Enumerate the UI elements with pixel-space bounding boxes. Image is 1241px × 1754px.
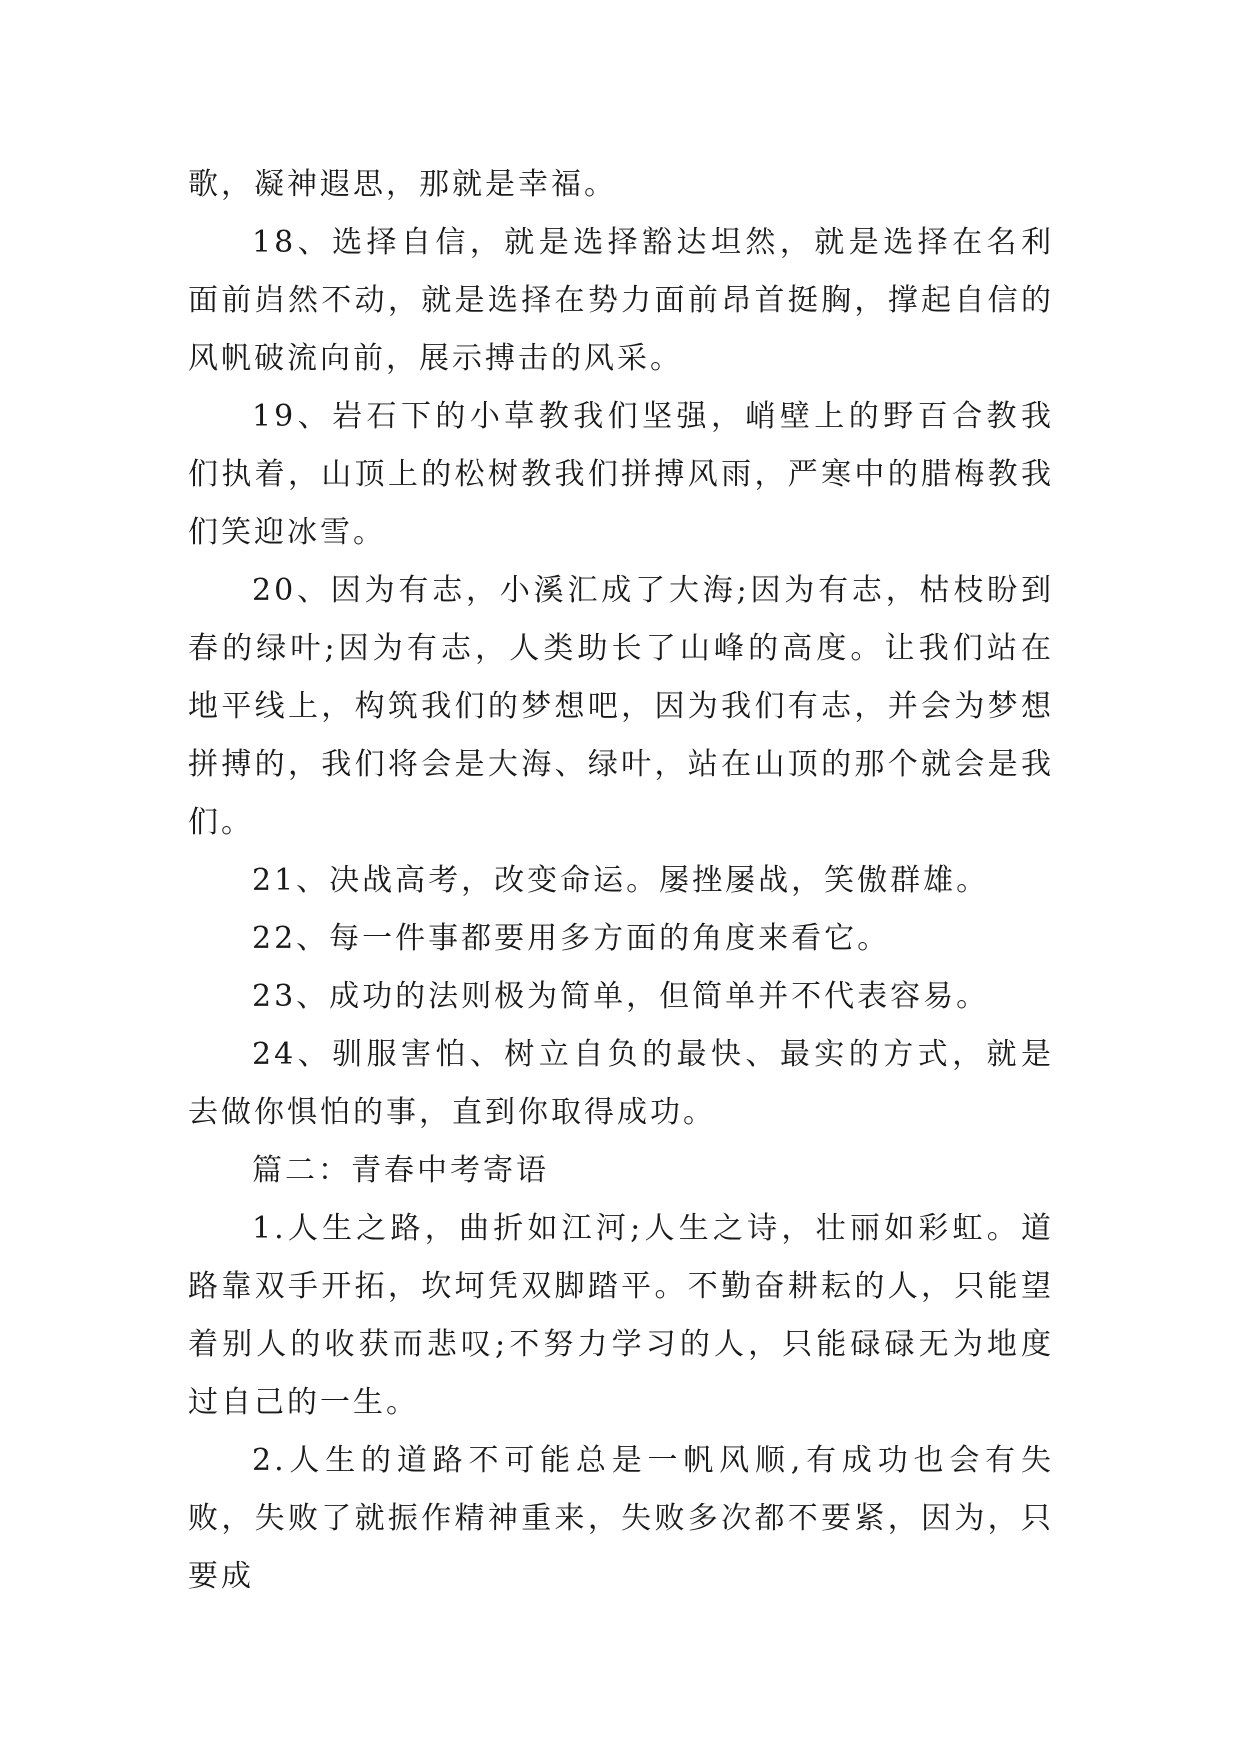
document-body (188, 156, 1054, 1606)
paragraph-section-item-2: 2.人生的道路不可能总是一帆风顺,有成功也会有失败，失败了就振作精神重来，失败多次都不要紧，因为，只要成 (188, 1443, 1054, 1594)
paragraph-item-18: 18、选择自信，就是选择豁达坦然，就是选择在名利面前岿然不动，就是选择在势力面前昂首挺胸，撑起自信的风帆破流向前，展示搏击的风采。 (188, 225, 1054, 376)
paragraph-item-24: 24、驯服害怕、树立自负的最快、最实的方式，就是去做你惧怕的事，直到你取得成功。 (188, 1037, 1054, 1130)
paragraph-item-20: 20、因为有志，小溪汇成了大海;因为有志，枯枝盼到春的绿叶;因为有志，人类助长了山峰的高度。让我们站在地平线上，构筑我们的梦想吧，因为我们有志，并会为梦想拼搏的，我们将会是大海、绿叶，站在山顶的那个就会是我们。 (188, 573, 1054, 840)
paragraph-item-22: 22、每一件事都要用多方面的角度来看它。 (252, 921, 891, 956)
paragraph-section-item-1: 1.人生之路，曲折如江河;人生之诗，壮丽如彩虹。道路靠双手开拓，坎坷凭双脚踏平。不勤奋耕耘的人，只能望着别人的收获而悲叹;不努力学习的人，只能碌碌无为地度过自己的一生。 (188, 1211, 1054, 1420)
paragraph-item-23: 23、成功的法则极为简单，但简单并不代表容易。 (252, 979, 990, 1014)
paragraph-item-19: 19、岩石下的小草教我们坚强，峭壁上的野百合教我们执着，山顶上的松树教我们拼搏风雨，严寒中的腊梅教我们笑迎冰雪。 (188, 399, 1054, 550)
section-heading: 篇二：青春中考寄语 (252, 1153, 549, 1188)
paragraph-item-21: 21、决战高考，改变命运。屡挫屡战，笑傲群雄。 (252, 863, 990, 898)
paragraph-continuation: 歌，凝神遐思，那就是幸福。 (188, 167, 617, 202)
